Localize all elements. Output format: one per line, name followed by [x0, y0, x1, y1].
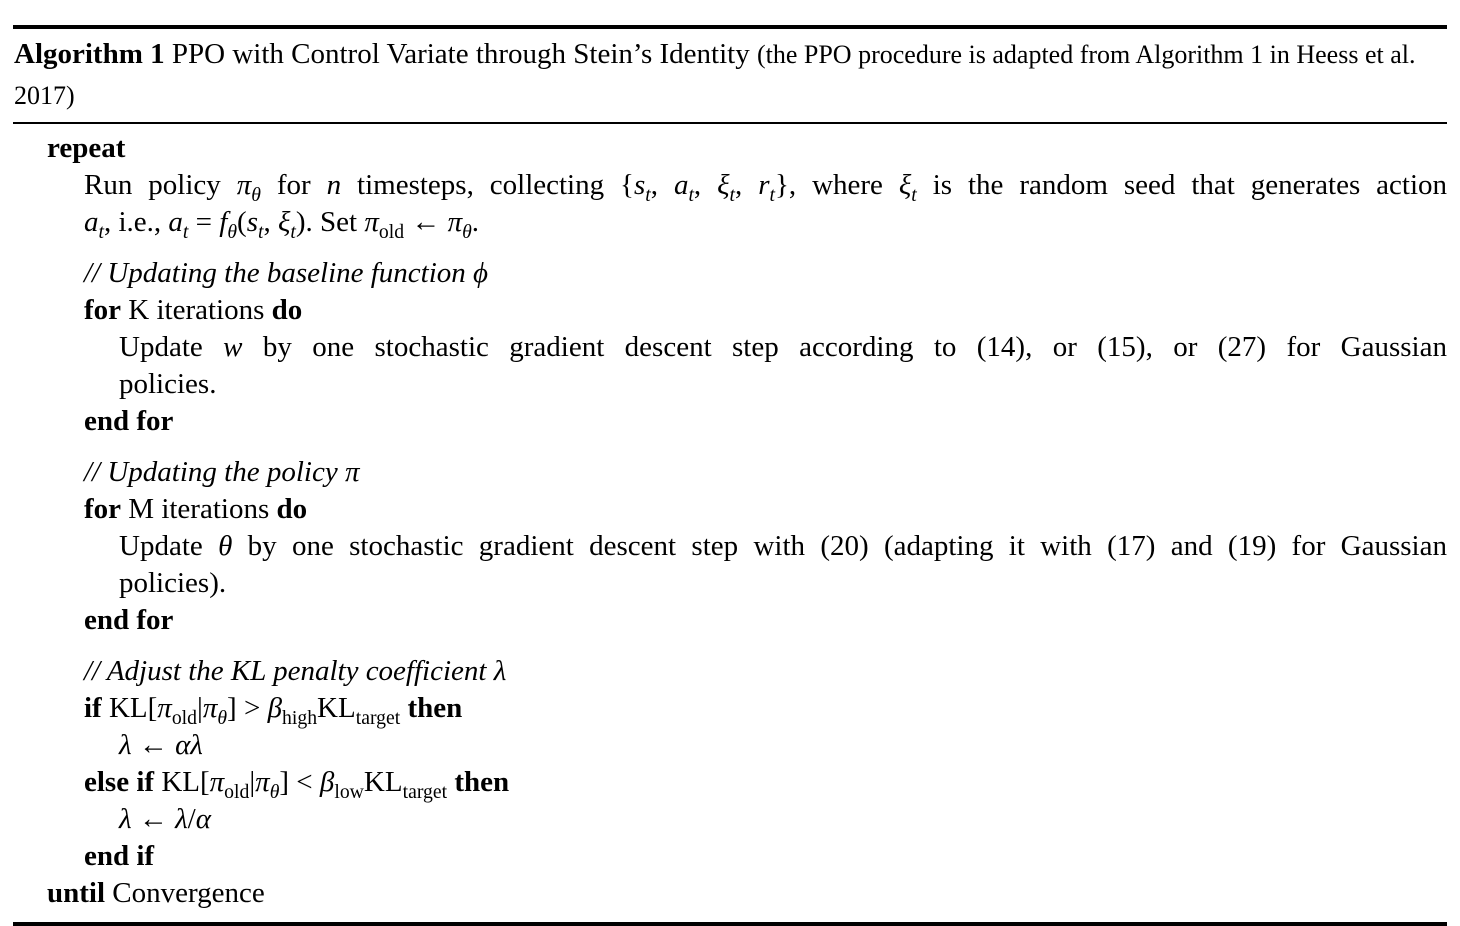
algo-line-end-for-2: end for [84, 604, 174, 636]
algo-line-update-w-1: Update w by one stochastic gradient descent step according to (14), or (15), or (27) for Gaussian [119, 331, 1447, 363]
algo-line-repeat: repeat [47, 132, 126, 164]
algo-line-comment-policy: // Updating the policy π [84, 456, 360, 488]
algorithm-caption-label: Algorithm 1 [14, 38, 165, 70]
algo-line-lambda-up: λ ← αλ [119, 729, 203, 761]
algorithm-caption-note: (the PPO procedure is adapted from Algorithm 1 in Heess et al. 2017) [14, 40, 1416, 110]
algo-line-end-if: end if [84, 840, 155, 872]
algorithm-caption [13, 29, 1447, 122]
bottom-rule-wrap [13, 920, 1447, 926]
algorithm-caption-title: PPO with Control Variate through Stein’s Identity [164, 38, 757, 70]
algo-line-run-policy-2: $a_t$, i.e., $a_t = f_\theta(s_t$, $\xi_t$). Set $\pi_{old}$ ← $\pi_\theta$. [84, 206, 480, 243]
algo-line-comment-baseline: // Updating the baseline function ϕ [84, 257, 489, 289]
algo-line-update-w-2: policies. [119, 368, 217, 400]
algo-line-if-kl: if $KL[\pi_{old}|\pi_\theta] > \beta_{high}KL_{target}$ then [84, 692, 463, 729]
algo-line-for-k: for K iterations do [84, 294, 303, 326]
algo-line-until: until Convergence [47, 877, 265, 909]
algo-line-lambda-down: λ ← λ/α [119, 803, 211, 835]
algo-line-update-theta-1: Update θ by one stochastic gradient descent step with (20) (adapting it with (17) and (19) for Gaussian [119, 530, 1447, 562]
algo-line-else-if-kl: else if $KL[\pi_{old}|\pi_\theta] < \beta_{low}KL_{target}$ then [84, 766, 510, 803]
algo-line-run-policy-1: Run policy $\pi_\theta$ for n timesteps, collecting {$s_t$, $a_t$, $\xi_t$, $r_t$}, where $\xi_t$ is the random seed that generates action [84, 169, 1448, 206]
algo-line-update-theta-2: policies). [119, 567, 227, 599]
algorithm-body [13, 124, 1447, 920]
algo-line-comment-kl: // Adjust the KL penalty coefficient λ [84, 655, 507, 687]
algo-line-for-m: for M iterations do [84, 493, 308, 525]
bottom-rule [13, 922, 1447, 926]
algo-line-end-for-1: end for [84, 405, 174, 437]
